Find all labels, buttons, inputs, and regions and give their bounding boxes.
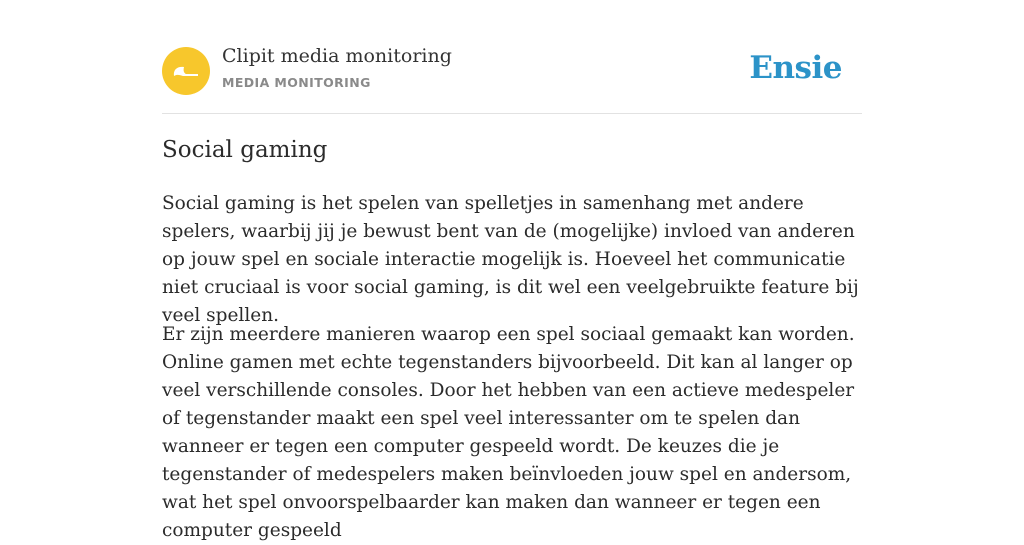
chat-bubble-icon[interactable]: [162, 47, 210, 95]
author-subtitle: MEDIA MONITORING: [222, 75, 371, 90]
page-container: [162, 0, 862, 541]
article-paragraph: Er zijn meerdere manieren waarop een spel sociaal gemaakt kan worden. Online gamen met echte tegenstanders bijvoorbeeld. Dit kan al langer op veel verschillende consoles. Door het hebben van een actieve medespeler of tegenstander maakt een spel veel interessanter om te spelen dan wanneer er tegen een computer gespeeld wordt. De keuzes die je tegenstander of medespelers maken beïnvloeden jouw spel en andersom, wat het spel onvoorspelbaarder kan maken dan wanneer er tegen een computer gespeeld: [162, 324, 855, 541]
author-name[interactable]: Clipit media monitoring: [222, 45, 452, 67]
article-paragraph: Social gaming is het spelen van spelletjes in samenhang met andere spelers, waarbij jij je bewust bent van de (mogelijke) invloed van anderen op jouw spel en sociale interactie mogelijk is. Hoeveel het communicatie niet cruciaal is voor social gaming, is dit wel een veelgebruikte feature bij veel spellen.: [162, 193, 859, 326]
article-title: Social gaming: [162, 137, 328, 163]
page-header: [162, 0, 862, 114]
brand-logo[interactable]: Ensie: [749, 50, 842, 86]
